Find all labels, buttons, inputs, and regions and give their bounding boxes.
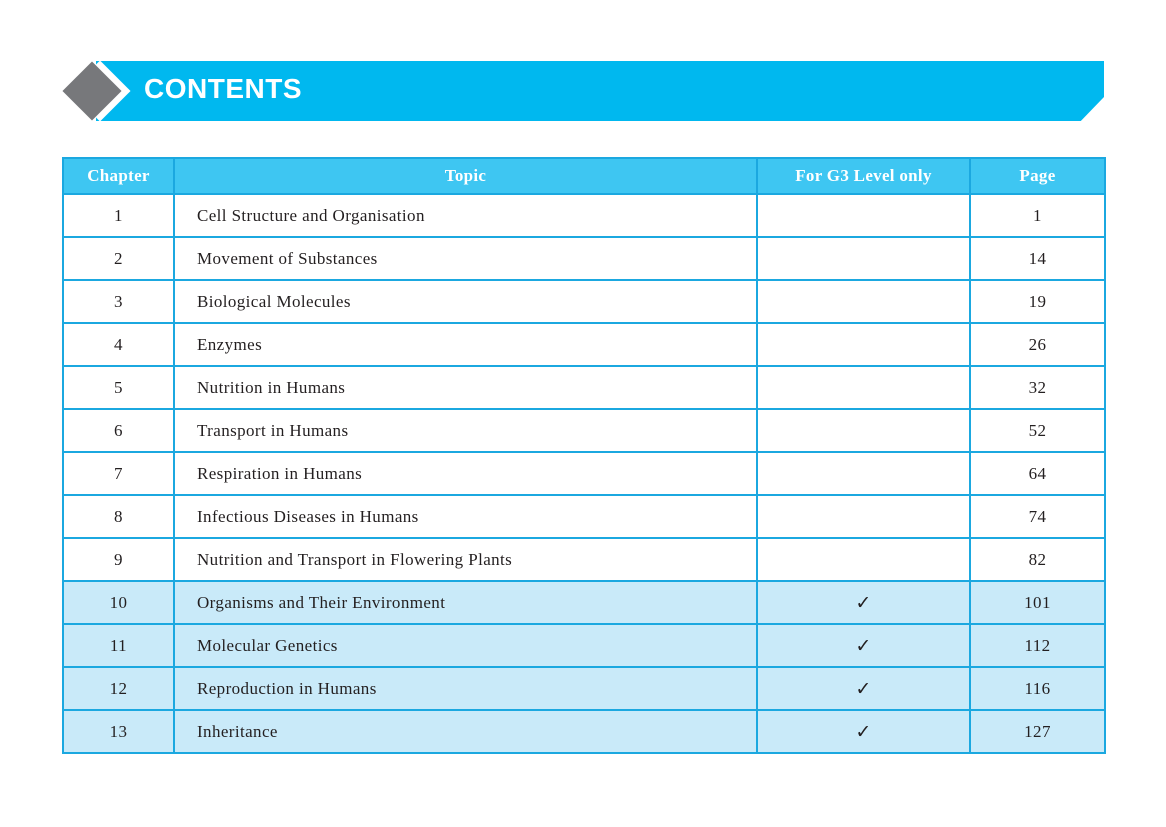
g3-level-cell bbox=[757, 624, 970, 667]
column-header-topic: Topic bbox=[174, 158, 757, 194]
chapter-number-cell: 11 bbox=[63, 624, 174, 667]
topic-cell: Inheritance bbox=[174, 710, 757, 753]
g3-level-cell bbox=[757, 323, 970, 366]
check-mark-icon: ✓ bbox=[855, 720, 872, 743]
g3-level-cell bbox=[757, 710, 970, 753]
g3-level-cell bbox=[757, 194, 970, 237]
check-mark-icon: ✓ bbox=[855, 634, 872, 657]
page-number-cell: 64 bbox=[970, 452, 1105, 495]
page-number-cell: 26 bbox=[970, 323, 1105, 366]
table-row bbox=[63, 323, 1105, 366]
check-mark-icon: ✓ bbox=[855, 677, 872, 700]
page-number-cell: 19 bbox=[970, 280, 1105, 323]
page-number-cell: 101 bbox=[970, 581, 1105, 624]
chapter-number-cell: 9 bbox=[63, 538, 174, 581]
table-row bbox=[63, 452, 1105, 495]
g3-level-cell bbox=[757, 667, 970, 710]
chapter-number-cell: 6 bbox=[63, 409, 174, 452]
chapter-number-cell: 10 bbox=[63, 581, 174, 624]
topic-cell: Movement of Substances bbox=[174, 237, 757, 280]
column-header-chapter: Chapter bbox=[63, 158, 174, 194]
chapter-number-cell: 5 bbox=[63, 366, 174, 409]
chapter-number-cell: 7 bbox=[63, 452, 174, 495]
topic-cell: Biological Molecules bbox=[174, 280, 757, 323]
g3-level-cell bbox=[757, 452, 970, 495]
topic-cell: Infectious Diseases in Humans bbox=[174, 495, 757, 538]
topic-cell: Nutrition in Humans bbox=[174, 366, 757, 409]
page-number-cell: 82 bbox=[970, 538, 1105, 581]
chapter-number-cell: 13 bbox=[63, 710, 174, 753]
table-row bbox=[63, 237, 1105, 280]
topic-cell: Transport in Humans bbox=[174, 409, 757, 452]
topic-cell: Organisms and Their Environment bbox=[174, 581, 757, 624]
page-number-cell: 52 bbox=[970, 409, 1105, 452]
chapter-number-cell: 8 bbox=[63, 495, 174, 538]
page-number-cell: 127 bbox=[970, 710, 1105, 753]
check-mark-icon: ✓ bbox=[855, 591, 872, 614]
topic-cell: Reproduction in Humans bbox=[174, 667, 757, 710]
column-header-g3-level: For G3 Level only bbox=[757, 158, 970, 194]
table-row bbox=[63, 495, 1105, 538]
table-row bbox=[63, 280, 1105, 323]
table-row bbox=[63, 624, 1105, 667]
page-number-cell: 112 bbox=[970, 624, 1105, 667]
table-row bbox=[63, 667, 1105, 710]
table-row bbox=[63, 538, 1105, 581]
topic-cell: Enzymes bbox=[174, 323, 757, 366]
topic-cell: Cell Structure and Organisation bbox=[174, 194, 757, 237]
table-row bbox=[63, 366, 1105, 409]
page-number-cell: 74 bbox=[970, 495, 1105, 538]
chapter-number-cell: 3 bbox=[63, 280, 174, 323]
chapter-number-cell: 4 bbox=[63, 323, 174, 366]
page-number-cell: 14 bbox=[970, 237, 1105, 280]
table-header-row bbox=[63, 158, 1105, 194]
topic-cell: Nutrition and Transport in Flowering Plants bbox=[174, 538, 757, 581]
contents-table bbox=[62, 157, 1106, 754]
g3-level-cell bbox=[757, 409, 970, 452]
table-row bbox=[63, 194, 1105, 237]
topic-cell: Molecular Genetics bbox=[174, 624, 757, 667]
g3-level-cell bbox=[757, 280, 970, 323]
table-body bbox=[63, 194, 1105, 753]
g3-level-cell bbox=[757, 538, 970, 581]
page-number-cell: 1 bbox=[970, 194, 1105, 237]
chapter-number-cell: 2 bbox=[63, 237, 174, 280]
table-row bbox=[63, 710, 1105, 753]
chapter-number-cell: 1 bbox=[63, 194, 174, 237]
chapter-number-cell: 12 bbox=[63, 667, 174, 710]
page-number-cell: 116 bbox=[970, 667, 1105, 710]
g3-level-cell bbox=[757, 495, 970, 538]
topic-cell: Respiration in Humans bbox=[174, 452, 757, 495]
table-row bbox=[63, 409, 1105, 452]
page-title: CONTENTS bbox=[144, 73, 302, 104]
table-row bbox=[63, 581, 1105, 624]
g3-level-cell bbox=[757, 237, 970, 280]
page-number-cell: 32 bbox=[970, 366, 1105, 409]
column-header-page: Page bbox=[970, 158, 1105, 194]
contents-header bbox=[60, 59, 1106, 123]
g3-level-cell bbox=[757, 366, 970, 409]
g3-level-cell bbox=[757, 581, 970, 624]
